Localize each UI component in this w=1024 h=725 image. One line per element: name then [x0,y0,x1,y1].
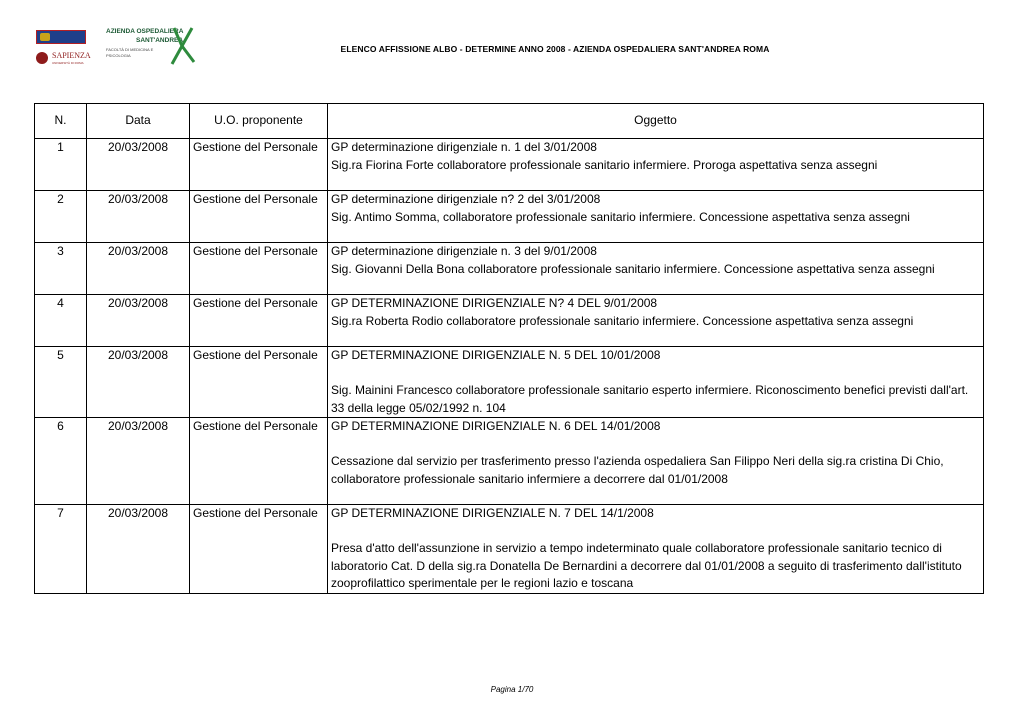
row-date: 20/03/2008 [87,347,190,418]
row-number: 1 [35,139,87,191]
row-date: 20/03/2008 [87,295,190,347]
table-row [35,418,984,505]
oggetto-description: Sig. Giovanni Della Bona collaboratore professionale sanitario infermiere. Concessione aspettativa senza assegni [331,261,935,276]
row-oggetto [328,191,984,243]
row-oggetto [328,505,984,594]
oggetto-description: Sig. Antimo Somma, collaboratore professionale sanitario infermiere. Concessione aspettativa senza assegni [331,209,910,224]
row-date: 20/03/2008 [87,505,190,594]
oggetto-title: GP DETERMINAZIONE DIRIGENZIALE N. 7 DEL 14/1/2008 [331,506,654,520]
row-uo: Gestione del Personale [190,347,328,418]
oggetto-description: Presa d'atto dell'assunzione in servizio a tempo indeterminato quale collaboratore professionale sanitario tecnico di laboratorio Cat. D della sig.ra Donatella De Bernardini a decorrere dal 01/01/2008 a seguito di trasferimento dall'istituto zooprofilattico sperimentale per le regioni lazio e toscana [331,541,962,590]
row-oggetto [328,139,984,191]
row-date: 20/03/2008 [87,243,190,295]
row-uo: Gestione del Personale [190,191,328,243]
oggetto-description: Cessazione dal servizio per trasferimento presso l'azienda ospedaliera San Filippo Neri della sig.ra cristina Di Chio, collaboratore professionale sanitario infermiere a decorrere dal 01/01/2008 [331,454,944,486]
row-uo: Gestione del Personale [190,505,328,594]
oggetto-title: GP DETERMINAZIONE DIRIGENZIALE N. 6 DEL 14/01/2008 [331,419,661,433]
row-date: 20/03/2008 [87,139,190,191]
row-oggetto [328,295,984,347]
row-uo: Gestione del Personale [190,139,328,191]
row-uo: Gestione del Personale [190,243,328,295]
row-number: 6 [35,418,87,505]
document-title: ELENCO AFFISSIONE ALBO - DETERMINE ANNO 2008 - AZIENDA OSPEDALIERA SANT'ANDREA ROMA [340,44,770,54]
oggetto-title: GP DETERMINAZIONE DIRIGENZIALE N. 5 DEL 10/01/2008 [331,348,661,362]
header-logos: SAPIENZA UNIVERSITÀ DI ROMA AZIENDA OSPEDALIERA SANT'ANDREA FACOLTÀ DI MEDICINA E PSICOLOGIA [36,26,206,70]
oggetto-title: GP determinazione dirigenziale n. 1 del 3/01/2008 [331,140,597,154]
row-number: 3 [35,243,87,295]
azienda-mark-icon [168,26,198,66]
spacer [331,523,980,541]
row-oggetto [328,347,984,418]
column-header-data: Data [87,104,190,139]
table-row [35,295,984,347]
row-oggetto [328,418,984,505]
row-number: 5 [35,347,87,418]
table-row [35,243,984,295]
table-row [35,139,984,191]
sapienza-seal-icon [36,52,48,64]
oggetto-title: GP DETERMINAZIONE DIRIGENZIALE N? 4 DEL 9/01/2008 [331,296,658,310]
oggetto-title: GP determinazione dirigenziale n. 3 del 9/01/2008 [331,244,597,258]
row-oggetto [328,243,984,295]
column-header-n: N. [35,104,87,139]
regione-lazio-logo [36,30,86,44]
row-uo: Gestione del Personale [190,295,328,347]
row-date: 20/03/2008 [87,191,190,243]
oggetto-description: Sig.ra Fiorina Forte collaboratore professionale sanitario infermiere. Proroga aspettativa senza assegni [331,157,878,172]
spacer [331,436,980,454]
column-header-oggetto: Oggetto [328,104,984,139]
spacer [331,365,980,383]
row-number: 4 [35,295,87,347]
page-number: Pagina 1/70 [490,685,534,694]
azienda-ospedaliera-logo: AZIENDA OSPEDALIERA SANT'ANDREA FACOLTÀ DI MEDICINA E PSICOLOGIA [106,26,206,70]
oggetto-description: Sig. Mainini Francesco collaboratore professionale sanitario esperto infermiere. Riconoscimento benefici previsti dall'art. 33 della legge 05/02/1992 n. 104 [331,383,969,415]
row-date: 20/03/2008 [87,418,190,505]
row-number: 7 [35,505,87,594]
table-row [35,347,984,418]
table-header-row [35,104,984,139]
row-uo: Gestione del Personale [190,418,328,505]
table-row [35,191,984,243]
table-row [35,505,984,594]
oggetto-description: Sig.ra Roberta Rodio collaboratore professionale sanitario infermiere. Concessione aspettativa senza assegni [331,313,914,328]
column-header-uo: U.O. proponente [190,104,328,139]
determine-table [34,103,984,594]
row-number: 2 [35,191,87,243]
oggetto-title: GP determinazione dirigenziale n? 2 del 3/01/2008 [331,192,601,206]
